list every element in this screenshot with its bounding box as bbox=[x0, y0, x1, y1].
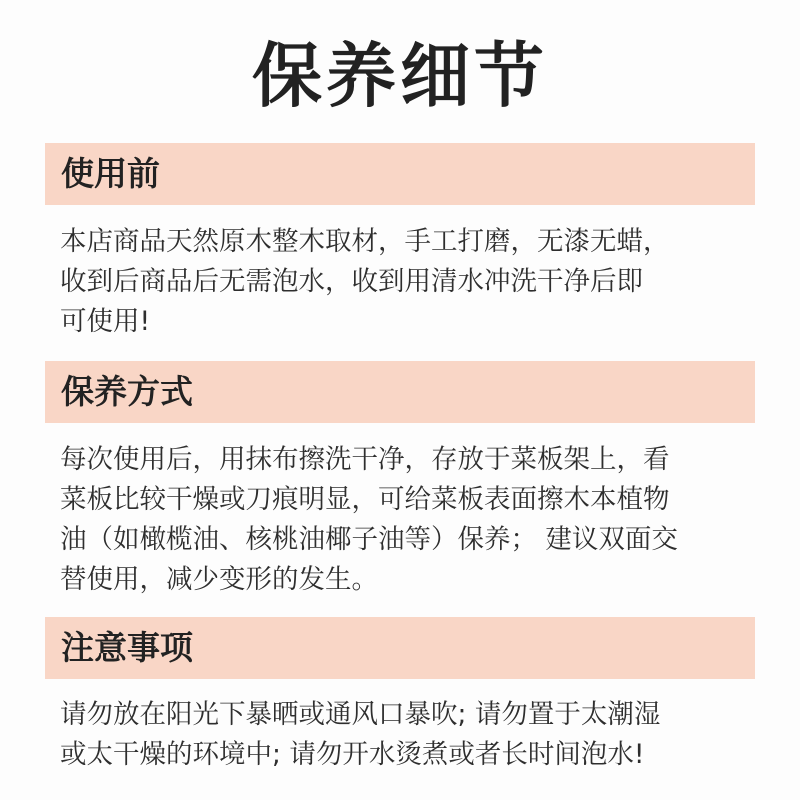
body-line: 替使用，减少变形的发生。 bbox=[60, 564, 378, 595]
body-line: 本店商品天然原木整木取材，手工打磨，无漆无蜡， bbox=[60, 226, 670, 257]
body-line: 或太干燥的环境中; 请勿开水烫煮或者长时间泡水! bbox=[60, 739, 645, 770]
body-line: 收到后商品后无需泡水，收到用清水冲洗干净后即 bbox=[60, 266, 643, 297]
section-heading-maintenance: 保养方式 bbox=[45, 361, 755, 423]
body-line: 每次使用后，用抹布擦洗干净，存放于菜板架上，看 bbox=[60, 444, 670, 475]
section-heading-precautions: 注意事项 bbox=[45, 617, 755, 679]
section-body-maintenance bbox=[60, 440, 750, 600]
page-title: 保养细节 bbox=[252, 35, 548, 117]
body-line: 请勿放在阳光下暴晒或通风口暴吹; 请勿置于太潮湿 bbox=[60, 699, 661, 730]
body-line: 菜板比较干燥或刀痕明显，可给菜板表面擦木本植物 bbox=[60, 484, 670, 515]
section-heading-before-use: 使用前 bbox=[45, 143, 755, 205]
body-line: 油（如橄榄油、核桃油椰子油等）保养； 建议双面交 bbox=[60, 524, 678, 555]
section-body-before-use bbox=[60, 222, 750, 342]
body-line: 可使用! bbox=[60, 306, 151, 337]
section-body-precautions bbox=[60, 695, 750, 775]
